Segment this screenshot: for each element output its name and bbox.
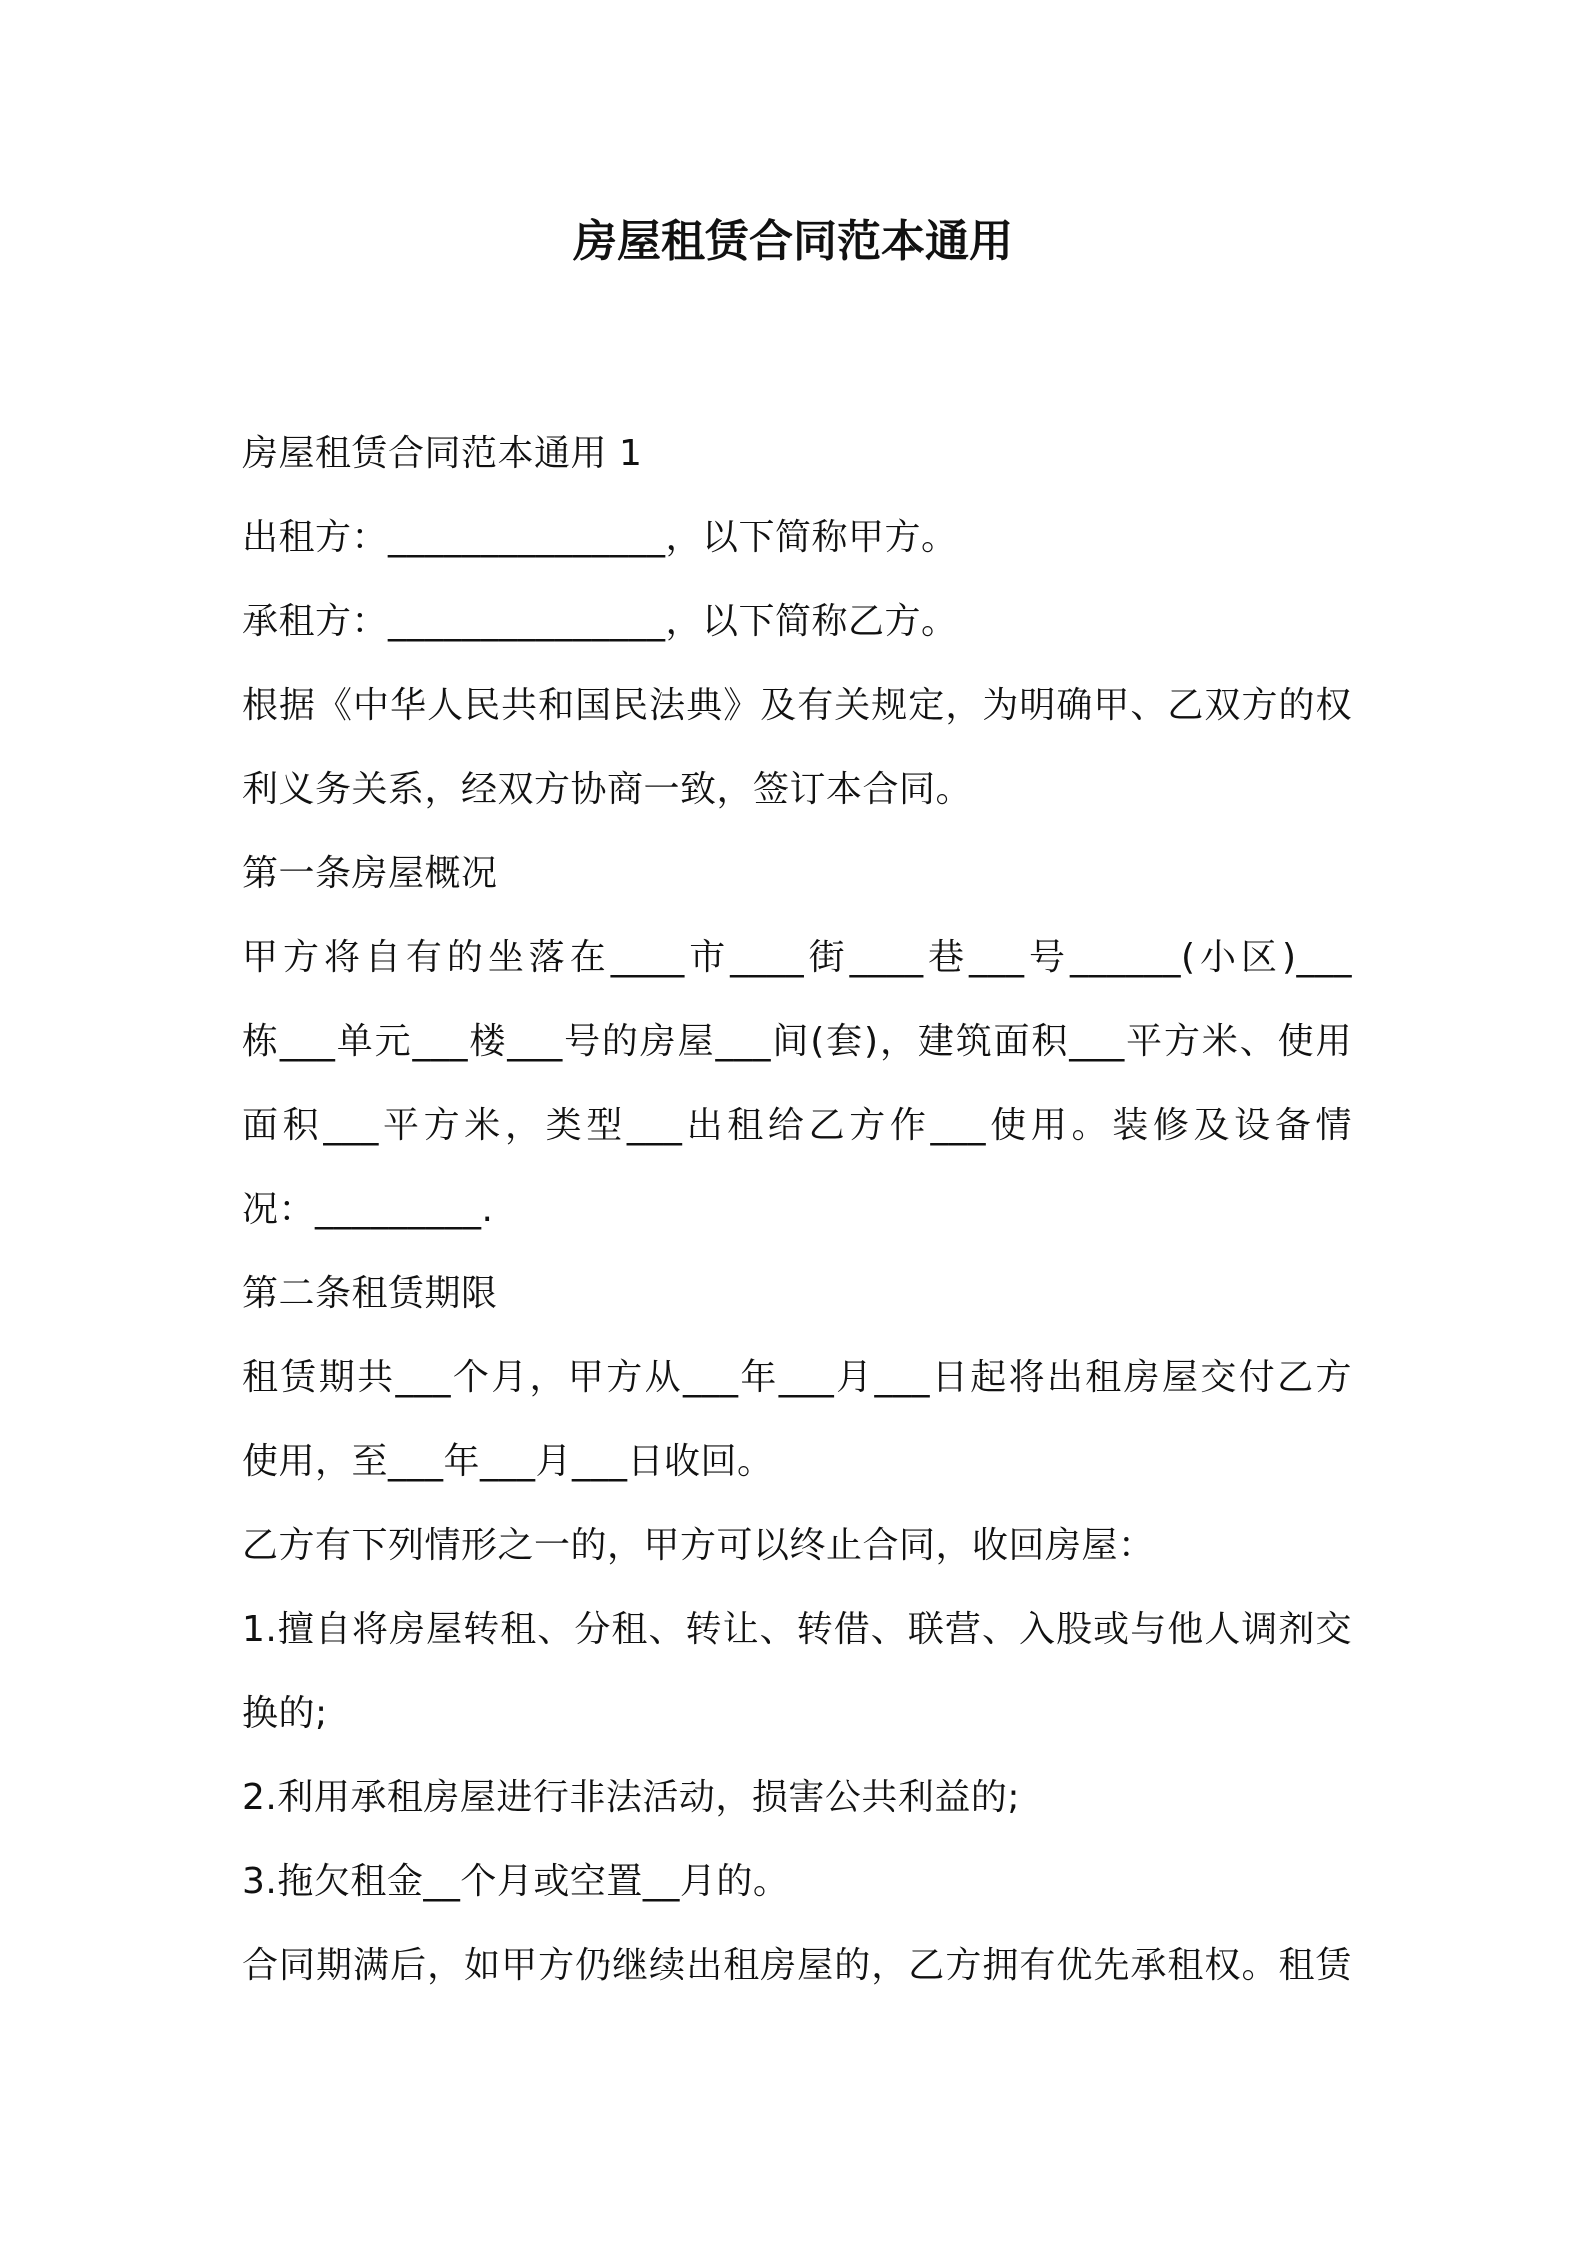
document-body — [242, 412, 1352, 2008]
paragraph-line: 栋___单元___楼___号的房屋___间(套)，建筑面积___平方米、使用 — [242, 1021, 1352, 1062]
paragraph-line: 合同期满后，如甲方仍继续出租房屋的，乙方拥有优先承租权。租赁 — [242, 1945, 1352, 1986]
document-title: 房屋租赁合同范本通用 — [573, 216, 1013, 267]
paragraph-line: 租赁期共___个月，甲方从___年___月___日起将出租房屋交付乙方 — [242, 1357, 1352, 1398]
list-item: 换的; — [242, 1693, 328, 1734]
lessee-line: 承租方：_______________，以下简称乙方。 — [242, 601, 958, 642]
paragraph-line: 乙方有下列情形之一的，甲方可以终止合同，收回房屋： — [242, 1525, 1155, 1566]
paragraph-line: 利义务关系，经双方协商一致，签订本合同。 — [242, 769, 973, 810]
list-item: 2.利用承租房屋进行非法活动，损害公共利益的; — [242, 1777, 1020, 1818]
paragraph-line: 面积___平方米，类型___出租给乙方作___使用。装修及设备情 — [242, 1105, 1352, 1146]
article-heading: 第二条租赁期限 — [242, 1273, 498, 1314]
paragraph-line: 根据《中华人民共和国民法典》及有关规定，为明确甲、乙双方的权 — [242, 685, 1352, 726]
list-item: 1.擅自将房屋转租、分租、转让、转借、联营、入股或与他人调剂交 — [242, 1609, 1352, 1650]
paragraph-line: 甲方将自有的坐落在____市____街____巷___号______(小区)___ — [242, 937, 1352, 978]
paragraph-line: 使用，至___年___月___日收回。 — [242, 1441, 774, 1482]
list-item: 3.拖欠租金__个月或空置__月的。 — [242, 1861, 790, 1902]
lessor-line: 出租方：_______________，以下简称甲方。 — [242, 517, 958, 558]
section-heading: 房屋租赁合同范本通用 1 — [242, 433, 643, 474]
article-heading: 第一条房屋概况 — [242, 853, 498, 894]
paragraph-line: 况：_________. — [242, 1189, 494, 1230]
